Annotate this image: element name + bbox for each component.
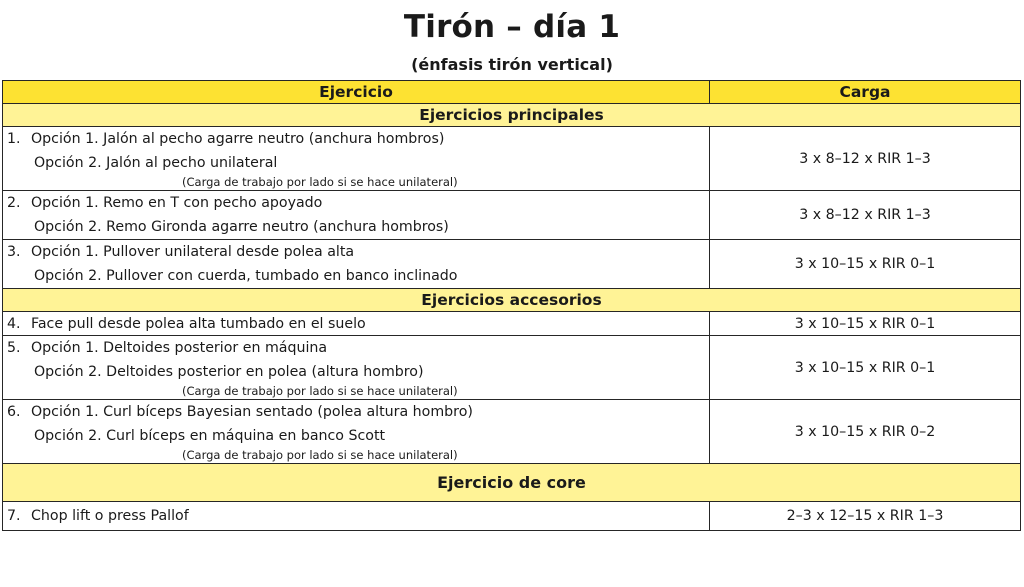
exercise-option-1: Face pull desde polea alta tumbado en el suelo (31, 315, 366, 332)
exercise-option-1: Chop lift o press Pallof (31, 508, 189, 524)
exercise-cell-2 (3, 191, 710, 240)
load-cell-7: 2–3 x 12–15 x RIR 1–3 (710, 502, 1021, 531)
exercise-note: (Carga de trabajo por lado si se hace unilateral) (182, 384, 458, 398)
exercise-cell-5 (3, 336, 710, 400)
exercise-row-3 (3, 240, 1021, 289)
exercise-row-1 (3, 127, 1021, 191)
exercise-number: 5. (7, 340, 21, 356)
exercise-row-4 (3, 312, 1021, 336)
exercise-note: (Carga de trabajo por lado si se hace unilateral) (182, 175, 458, 189)
load-cell-3: 3 x 10–15 x RIR 0–1 (710, 240, 1021, 289)
exercise-cell-4 (3, 312, 710, 336)
header-exercise: Ejercicio (3, 81, 710, 104)
section-title-accessory: Ejercicios accesorios (3, 289, 1021, 312)
exercise-option-2: Opción 2. Remo Gironda agarre neutro (anchura hombros) (34, 219, 449, 235)
page-title: Tirón – día 1 (403, 9, 621, 45)
exercise-number: 7. (7, 508, 21, 524)
exercise-cell-7 (3, 502, 710, 531)
section-title-principal: Ejercicios principales (3, 104, 1021, 127)
exercise-number: 4. (7, 315, 21, 332)
load-cell-1: 3 x 8–12 x RIR 1–3 (710, 127, 1021, 191)
exercise-option-1: Opción 1. Deltoides posterior en máquina (31, 340, 328, 356)
section-title-core: Ejercicio de core (3, 464, 1021, 502)
load-cell-4: 3 x 10–15 x RIR 0–1 (710, 312, 1021, 336)
exercise-option-1: Opción 1. Curl bíceps Bayesian sentado (polea altura hombro) (31, 404, 473, 420)
exercise-note: (Carga de trabajo por lado si se hace unilateral) (182, 448, 458, 462)
exercise-option-1: Opción 1. Remo en T con pecho apoyado (31, 195, 323, 211)
exercise-row-5 (3, 336, 1021, 400)
exercise-option-2: Opción 2. Deltoides posterior en polea (altura hombro) (34, 364, 424, 380)
exercise-number: 3. (7, 244, 21, 260)
exercise-cell-6 (3, 400, 710, 464)
exercise-cell-3 (3, 240, 710, 289)
exercise-row-7 (3, 502, 1021, 531)
section-row-accessory (3, 289, 1021, 312)
header-load: Carga (710, 81, 1021, 104)
load-cell-5: 3 x 10–15 x RIR 0–1 (710, 336, 1021, 400)
section-row-principal (3, 104, 1021, 127)
exercise-number: 6. (7, 404, 21, 420)
exercise-cell-1 (3, 127, 710, 191)
load-cell-6: 3 x 10–15 x RIR 0–2 (710, 400, 1021, 464)
exercise-number: 2. (7, 195, 21, 211)
load-cell-2: 3 x 8–12 x RIR 1–3 (710, 191, 1021, 240)
table-header-row (3, 81, 1021, 104)
exercise-row-6 (3, 400, 1021, 464)
exercise-option-1: Opción 1. Pullover unilateral desde polea alta (31, 244, 355, 260)
section-row-core (3, 464, 1021, 502)
exercise-option-2: Opción 2. Curl bíceps en máquina en banco Scott (34, 428, 386, 444)
page-subtitle: (énfasis tirón vertical) (411, 55, 613, 74)
exercise-option-2: Opción 2. Jalón al pecho unilateral (34, 155, 278, 171)
exercise-row-2 (3, 191, 1021, 240)
exercise-number: 1. (7, 131, 21, 147)
workout-table (2, 80, 1021, 531)
exercise-option-1: Opción 1. Jalón al pecho agarre neutro (anchura hombros) (31, 131, 445, 147)
exercise-option-2: Opción 2. Pullover con cuerda, tumbado en banco inclinado (34, 268, 458, 284)
